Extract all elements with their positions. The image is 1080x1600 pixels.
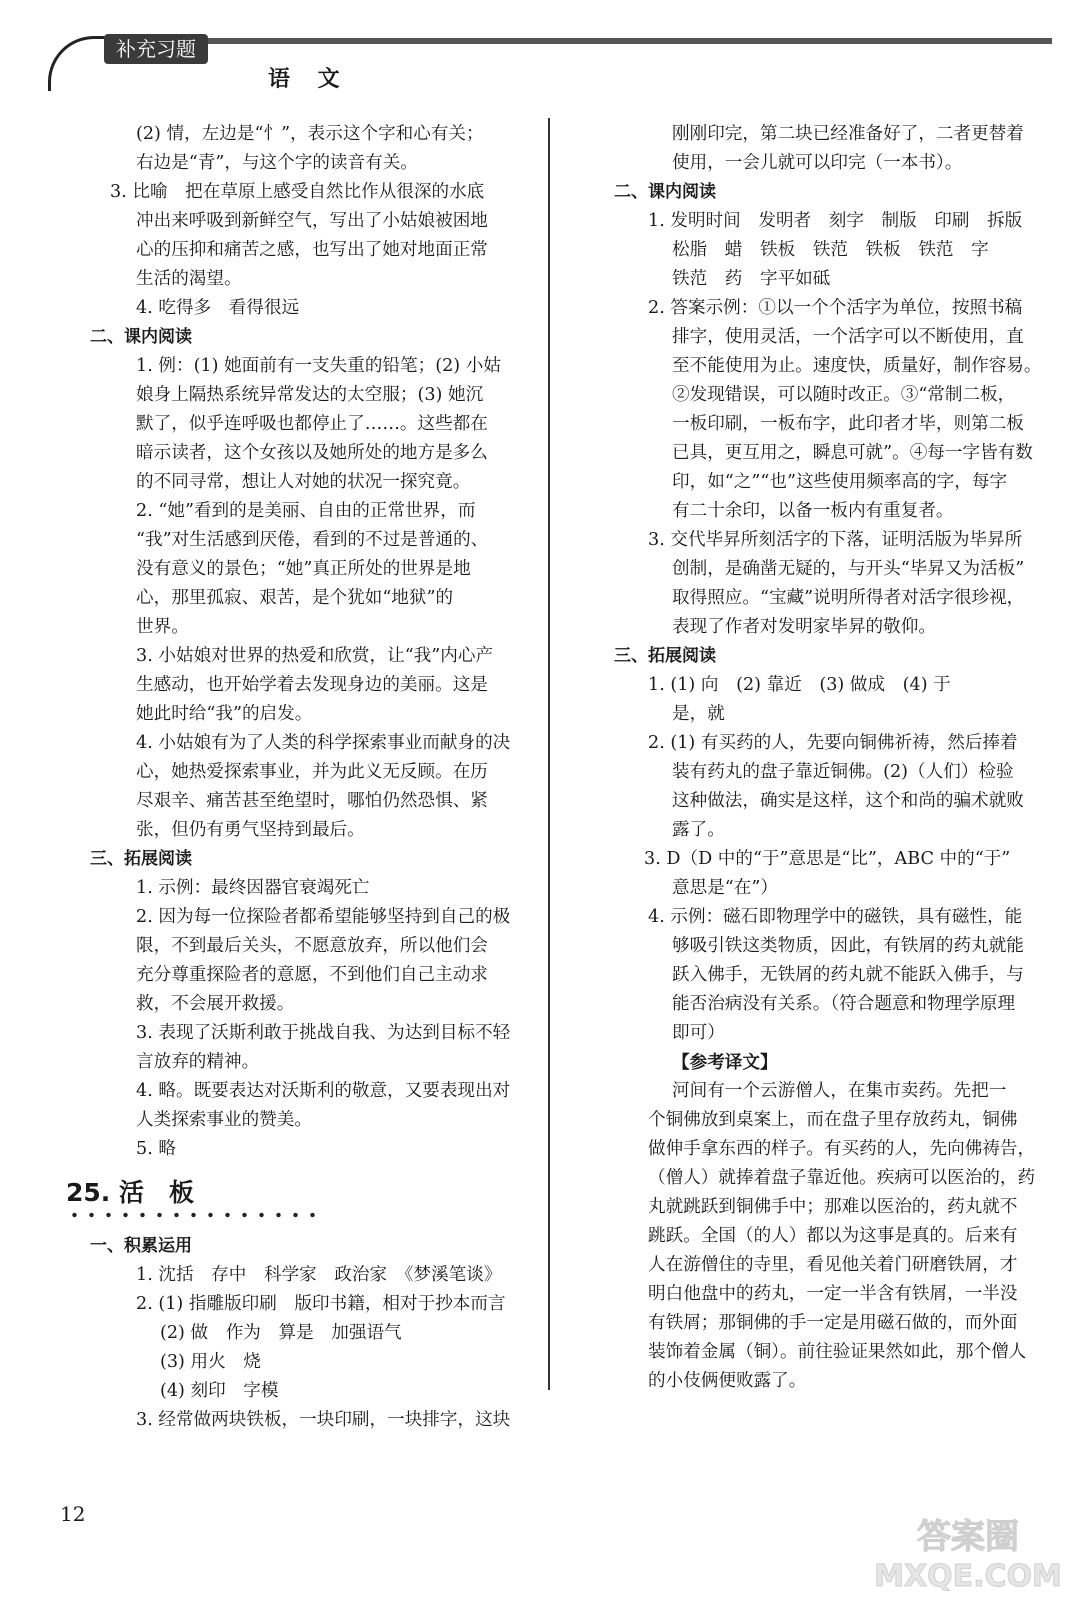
- text-line: 4. 略。既要表达对沃斯利的敬意，又要表现出对: [136, 1081, 511, 1101]
- answer-block: [136, 903, 532, 1019]
- answer-block: [648, 526, 1044, 642]
- header-tab-label: 补充习题: [104, 34, 208, 64]
- answer-block: [136, 1077, 532, 1135]
- text-line: 默了，似乎连呼吸也都停止了……。这些都在: [136, 414, 488, 434]
- right-column: [574, 120, 1044, 1396]
- answer-line: (4) 刻印 字模: [160, 1381, 279, 1401]
- svg-text:MXQE.COM: MXQE.COM: [874, 1559, 1062, 1594]
- text-line: （僧人）就捧着盘子靠近他。疾病可以医治的，药: [648, 1168, 1036, 1188]
- answer-block: [136, 497, 532, 642]
- text-line: 装有药丸的盘子靠近铜佛。(2)（人们）检验: [672, 762, 1014, 782]
- text-line: (2) 情，左边是“忄”，表示这个字和心有关；: [136, 124, 484, 144]
- text-line: 3. 表现了沃斯利敢于挑战自我、为达到目标不轻: [136, 1023, 511, 1043]
- text-line: 印，如“之”“也”这些使用频率高的字，每字: [672, 472, 1008, 492]
- text-line: 1. (1) 向 (2) 靠近 (3) 做成 (4) 于: [648, 675, 951, 695]
- text-line: 人在游僧住的寺里，看见他关着门研磨铁屑，才: [648, 1255, 1018, 1275]
- section-heading: 一、积累运用: [90, 1236, 192, 1256]
- watermark-logo: [868, 1508, 1068, 1594]
- text-line: 跳跃。全国（的人）都以为这事是真的。后来有: [648, 1226, 1018, 1246]
- text-line: 做伸手拿东西的样子。有买药的人，先向佛祷告，: [648, 1139, 1036, 1159]
- text-line: 够吸引铁这类物质，因此，有铁屑的药丸就能: [672, 936, 1024, 956]
- text-line: 排字，使用灵活，一个活字可以不断使用，直: [672, 327, 1024, 347]
- text-line: ②发现错误，可以随时改正。③“常制二板，: [672, 385, 1016, 405]
- text-line: 尽艰辛、痛苦甚至绝望时，哪怕仍然恐惧、紧: [136, 791, 488, 811]
- text-line: 即可）: [672, 1023, 725, 1043]
- answer-block: [136, 642, 532, 729]
- text-line: 心，她热爱探索事业，并为此义无反顾。在历: [136, 762, 488, 782]
- answer-line: 4. 吃得多 看得很远: [136, 298, 300, 318]
- reference-heading: 【参考译文】: [672, 1052, 778, 1073]
- text-line: 取得照应。“宝藏”说明所得者对活字很珍视，: [672, 588, 1025, 608]
- text-line: 人类探索事业的赞美。: [136, 1110, 312, 1130]
- answer-block: [110, 178, 532, 294]
- text-line: 生活的渴望。: [136, 269, 242, 289]
- text-line: 世界。: [136, 617, 189, 637]
- answer-block: [136, 729, 532, 845]
- translation-block: [574, 1077, 1044, 1396]
- text-line: 有铁屑；那铜佛的手一定是用磁石做的，而外面: [648, 1313, 1018, 1333]
- text-line: 装饰着金属（铜）。前往验证果然如此，那个僧人: [648, 1342, 1027, 1362]
- section-heading: 二、课内阅读: [614, 182, 716, 202]
- text-line: 2. 答案示例：①以一个个活字为单位，按照书稿: [648, 298, 1023, 318]
- answer-line: 2. (1) 指雕版印刷 版印书籍，相对于抄本而言: [136, 1294, 506, 1314]
- text-line: 个铜佛放到桌案上，而在盘子里存放药丸，铜佛: [648, 1110, 1018, 1130]
- text-line: 3. 交代毕昇所刻活字的下落，证明活版为毕昇所: [648, 530, 1023, 550]
- section-heading: 三、拓展阅读: [90, 849, 192, 869]
- text-line: 4. 小姑娘有为了人类的科学探索事业而献身的决: [136, 733, 511, 753]
- text-line: 跃入佛手，无铁屑的药丸就不能跃入佛手，与: [672, 965, 1024, 985]
- text-line: 1. 发明时间 发明者 刻字 制版 印刷 拆版: [648, 211, 1023, 231]
- text-line: 3. 小姑娘对世界的热爱和欣赏，让“我”内心产: [136, 646, 494, 666]
- text-line: 是，就: [672, 704, 725, 724]
- answer-block: [648, 207, 1044, 294]
- text-line: 使用，一会儿就可以印完（一本书）。: [672, 153, 963, 173]
- text-line: 已具，更互用之，瞬息可就”。④每一字皆有数: [672, 443, 1033, 463]
- text-line: 露了。: [672, 820, 725, 840]
- text-line: 松脂 蜡 铁板 铁范 铁板 铁范 字: [672, 240, 989, 260]
- text-line: 她此时给“我”的启发。: [136, 704, 313, 724]
- text-line: 刚刚印完，第二块已经准备好了，二者更替着: [672, 124, 1024, 144]
- left-column: [62, 120, 532, 1435]
- lesson-title: 25. 活 板: [66, 1178, 194, 1207]
- text-line: 能否治病没有关系。（符合题意和物理学原理: [672, 994, 1016, 1014]
- text-line: 没有意义的景色；“她”真正所处的世界是地: [136, 559, 471, 579]
- text-line: 3. D（D 中的“于”意思是“比”，ABC 中的“于”: [644, 849, 1011, 869]
- answer-block: [136, 352, 532, 497]
- text-line: 充分尊重探险者的意愿，不到他们自己主动求: [136, 965, 488, 985]
- answer-line: 1. 示例：最终因器官衰竭死亡: [136, 878, 370, 898]
- text-line: 丸就跳跃到铜佛手中；那难以医治的，药丸就不: [648, 1197, 1018, 1217]
- text-line: 救，不会展开救援。: [136, 994, 295, 1014]
- text-line: 一板印刷，一板布字，此印者才毕，则第二板: [672, 414, 1024, 434]
- text-line: 4. 示例：磁石即物理学中的磁铁，具有磁性，能: [648, 907, 1023, 927]
- text-line: 这种做法，确实是这样，这个和尚的骗术就败: [672, 791, 1024, 811]
- dotted-underline: [66, 1212, 326, 1218]
- answer-block: [648, 294, 1044, 526]
- answer-block: [648, 903, 1044, 1048]
- text-line: 河间有一个云游僧人，在集市卖药。先把一: [672, 1081, 1007, 1101]
- text-line: 的小伎俩便败露了。: [648, 1371, 807, 1391]
- answer-block: [648, 729, 1044, 845]
- text-line: 表现了作者对发明家毕昇的敬仰。: [672, 617, 936, 637]
- text-line: 2. “她”看到的是美丽、自由的正常世界，而: [136, 501, 476, 521]
- text-line: 右边是“青”，与这个字的读音有关。: [136, 153, 418, 173]
- subject-title: 语 文: [268, 67, 350, 92]
- text-line: 至不能使用为止。速度快，质量好，制作容易。: [672, 356, 1042, 376]
- column-divider: [548, 118, 550, 1390]
- text-line: 娘身上隔热系统异常发达的太空服；(3) 她沉: [136, 385, 484, 405]
- section-heading: 三、拓展阅读: [614, 646, 716, 666]
- text-line: 心，那里孤寂、艰苦，是个犹如“地狱”的: [136, 588, 454, 608]
- answer-block: [136, 1019, 532, 1077]
- text-line: 创制，是确凿无疑的，与开头“毕昇又为活板”: [672, 559, 1025, 579]
- page-number: 12: [60, 1502, 86, 1526]
- section-heading: 二、课内阅读: [90, 327, 192, 347]
- text-line: 张，但仍有勇气坚持到最后。: [136, 820, 365, 840]
- text-line: 冲出来呼吸到新鲜空气，写出了小姑娘被困地: [136, 211, 488, 231]
- answer-line: 1. 沈括 存中 科学家 政治家 《梦溪笔谈》: [136, 1265, 502, 1285]
- text-line: 2. 因为每一位探险者都希望能够坚持到自己的极: [136, 907, 511, 927]
- text-line: 生感动，也开始学着去发现身边的美丽。这是: [136, 675, 488, 695]
- answer-block: [644, 845, 1044, 903]
- text-line: 3. 比喻 把在草原上感受自然比作从很深的水底: [110, 182, 485, 202]
- answer-line: (3) 用火 烧: [160, 1352, 261, 1372]
- answer-line: 5. 略: [136, 1139, 176, 1159]
- svg-text:答案圈: 答案圈: [917, 1517, 1019, 1557]
- text-line: “我”对生活感到厌倦，看到的不过是普通的、: [136, 530, 489, 550]
- text-line: 1. 例：(1) 她面前有一支失重的铅笔；(2) 小姑: [136, 356, 501, 376]
- header-rule: [108, 38, 1052, 44]
- text-line: 铁范 药 字平如砥: [672, 269, 831, 289]
- text-line: 心的压抑和痛苦之感，也写出了她对地面正常: [136, 240, 488, 260]
- text-line: 的不同寻常，想让人对她的状况一探究竟。: [136, 472, 471, 492]
- text-line: 2. (1) 有买药的人，先要向铜佛祈祷，然后捧着: [648, 733, 1018, 753]
- text-line: 暗示读者，这个女孩以及她所处的地方是多么: [136, 443, 488, 463]
- text-line: 有二十余印，以备一板内有重复者。: [672, 501, 954, 521]
- text-line: 明白他盘中的药丸，一定一半含有铁屑，一半没: [648, 1284, 1018, 1304]
- text-line: 言放弃的精神。: [136, 1052, 260, 1072]
- answer-block: [672, 120, 1044, 178]
- text-line: 意思是“在”）: [672, 878, 778, 898]
- answer-block: [648, 671, 1044, 729]
- answer-block: [136, 120, 532, 178]
- answer-line: (2) 做 作为 算是 加强语气: [160, 1323, 402, 1343]
- text-line: 限，不到最后关头，不愿意放弃，所以他们会: [136, 936, 488, 956]
- answer-line: 3. 经常做两块铁板，一块印刷，一块排字，这块: [136, 1410, 511, 1430]
